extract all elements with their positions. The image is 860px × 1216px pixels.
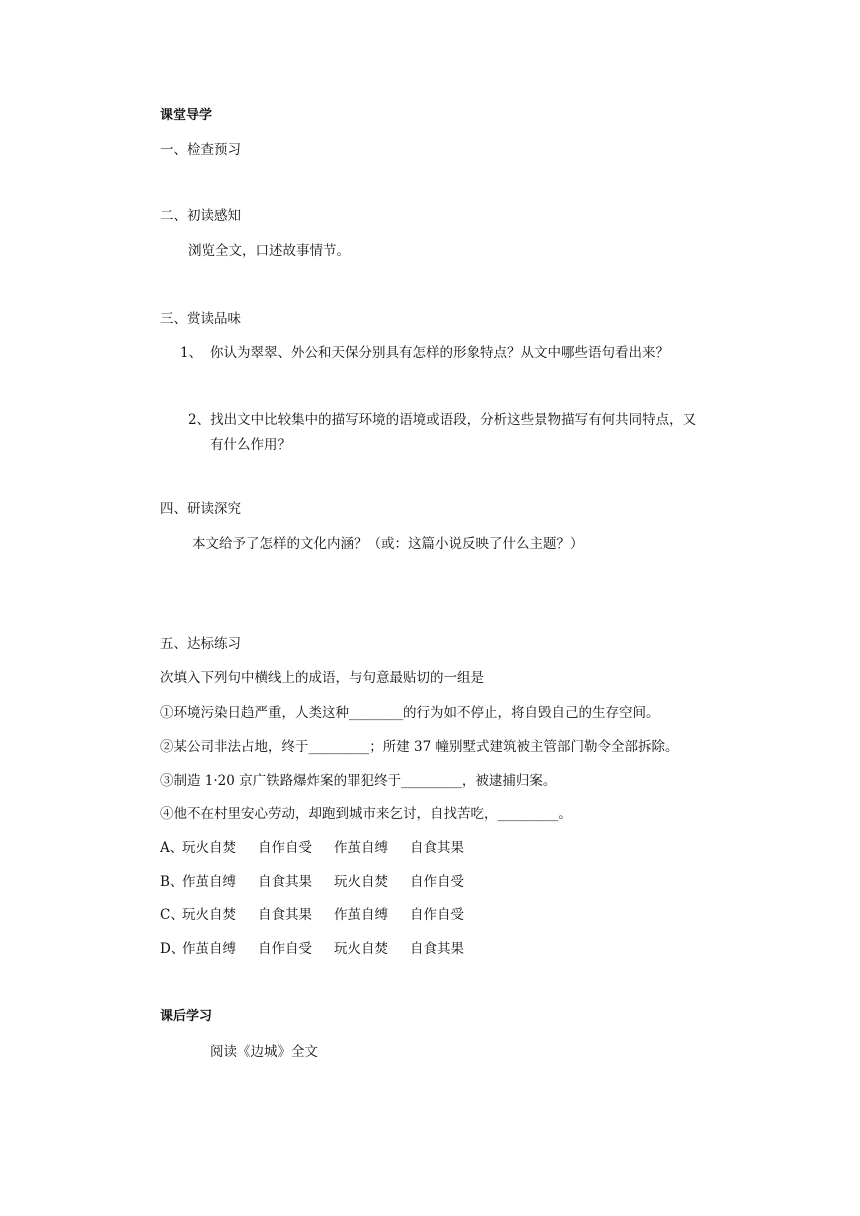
question-2-line-2: 有什么作用？ [210,437,291,453]
option-item: 自作自受 [410,874,464,890]
exercise-sentence-3: ③制造 1·20 京广铁路爆炸案的罪犯终于_________，被逮捕归案。 [160,773,557,789]
option-item: 玩火自焚 [334,941,388,957]
first-reading-task: 浏览全文，口述故事情节。 [188,243,350,259]
heading-first-reading: 二、初读感知 [160,208,241,224]
option-item: 作茧自缚 [334,840,388,856]
option-item: 自作自受 [258,840,312,856]
heading-check-preview: 一、检查预习 [160,142,241,158]
exercise-instruction: 次填入下列句中横线上的成语，与句意最贴切的一组是 [160,670,484,686]
option-d [160,940,486,958]
option-item: 自食其果 [410,840,464,856]
question-1-text: 你认为翠翠、外公和天保分别具有怎样的形象特点？从文中哪些语句看出来？ [210,345,669,361]
option-item: 作茧自缚 [334,907,388,923]
option-letter: B、 [160,874,184,890]
option-item: 自食其果 [258,907,312,923]
option-item: 作茧自缚 [182,874,236,890]
option-item: 作茧自缚 [182,941,236,957]
option-item: 玩火自焚 [182,840,236,856]
after-class-task: 阅读《边城》全文 [210,1044,318,1060]
option-letter: A、 [160,840,184,856]
section-title-in-class: 课堂导学 [160,108,213,123]
exercise-sentence-1: ①环境污染日趋严重，人类这种________的行为如不停止，将自毁自己的生存空间。 [160,705,660,721]
option-item: 玩火自焚 [182,907,236,923]
option-a [160,839,486,857]
section-title-after-class: 课后学习 [160,1009,213,1024]
option-item: 自作自受 [258,941,312,957]
option-item: 自作自受 [410,907,464,923]
option-letter: D、 [160,941,185,957]
option-item: 玩火自焚 [334,874,388,890]
option-letter: C、 [160,907,184,923]
option-c [160,906,486,924]
exercise-sentence-4: ④他不在村里安心劳动，却跑到城市来乞讨，自找苦吃，_________。 [160,806,572,822]
heading-study-explore: 四、研读深究 [160,501,241,517]
heading-appreciation: 三、赏读品味 [160,311,241,327]
question-2-line-1: 2、找出文中比较集中的描写环境的语境或语段，分析这些景物描写有何共同特点，又 [188,412,697,428]
option-item: 自食其果 [258,874,312,890]
option-item: 自食其果 [410,941,464,957]
heading-practice: 五、达标练习 [160,636,241,652]
option-b [160,873,486,891]
study-explore-question: 本文给予了怎样的文化内涵？（或：这篇小说反映了什么主题？） [192,536,584,552]
question-1-number: 1、 [180,345,203,361]
exercise-sentence-2: ②某公司非法占地，终于_________；所建 37 幢别墅式建筑被主管部门勒令全部拆除。 [160,739,679,755]
